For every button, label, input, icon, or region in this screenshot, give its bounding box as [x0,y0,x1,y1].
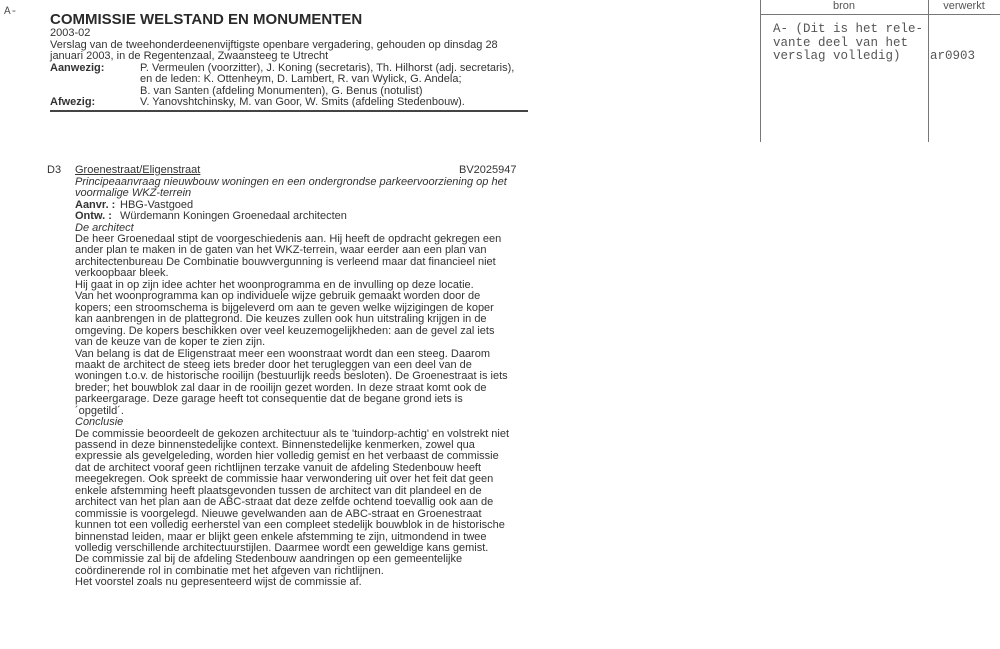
item-subject: voormalige WKZ-terrein [75,187,192,199]
paragraph-line: meegekregen. Ook spreekt de commissie haar verwondering uit over het feit dat geen [75,473,494,486]
paragraph-line: kan aanbrengen in de plattegrond. Die keuzes zullen ook hun uitstraling krijgen in de [75,313,487,326]
table-border [760,0,761,142]
item-location: Groenestraat/Eligenstraat [75,164,201,176]
bron-line: verslag volledig) [773,49,901,63]
paragraph-line: architect van het plan aan de ABC-straat dat deze zelfde ochtend toevallig ook aan de [75,496,494,509]
paragraph-line: expressie als gevelgeleding, worden hier volledig gemist en het verbaast de commissie [75,450,499,463]
item-subject: Principeaanvraag nieuwbouw woningen en een ondergrondse parkeervoorziening op het [75,175,507,188]
paragraph-line: enkele afstemming heeft plaatsgevonden tussen de architect van dit plandeel en de [75,484,482,497]
bron-line: vante deel van het [773,35,909,50]
present-line: en de leden: K. Ottenheym, D. Lambert, R. van Wylick, G. Andela; [140,73,462,85]
paragraph-line: omgeving. De kopers beschikken over veel keuzemogelijkheden: aan de gevel zal iets [75,324,495,337]
verwerkt-value: ar0903 [930,49,976,63]
paragraph-line: ander plan te maken in de gaten van het WKZ-terrein, waar eerder aan een plan van [75,244,487,257]
header-divider [50,110,528,112]
paragraph-line: Van het woonprogramma kan op individuele wijze gebruik gemaakt worden door de [75,290,481,303]
paragraph-line: commissie is voorgelegd. Nieuwe gevelwanden aan de ABC-straat en Groenestraat [75,507,482,520]
paragraph-line: Het voorstel zoals nu gepresenteerd wijst de commissie af. [75,576,362,589]
paragraph-line: woningen t.o.v. de historische rooilijn (bestuurlijk reeds besloten). De Groenestraat is iets [75,370,508,383]
absent-label: Afwezig: [50,96,96,108]
item-number: D3 [47,164,62,176]
intro-line: Verslag van de tweehonderdeenenvijftigste openbare vergadering, gehouden op dinsdag 28 [50,38,498,51]
present-line: B. van Santen (afdeling Monumenten), G. Benus (notulist) [140,84,423,97]
applicant-value: HBG-Vastgoed [120,198,194,211]
table-header-divider [760,14,1000,15]
column-header-verwerkt: verwerkt [943,0,985,12]
paragraph-line: breder; het bouwblok zal daar in de rooilijn gezet worden. In deze straat komt ook de [75,381,487,394]
paragraph-line: De commissie zal bij de afdeling Stedenbouw aandringen op een gemeentelijke [75,553,463,566]
paragraph-line: Van belang is dat de Eligenstraat meer een woonstraat wordt dan een steeg. Daarom [75,347,490,360]
bron-line: A- (Dit is het rele- [773,22,924,36]
paragraph-line: De commissie beoordeelt de gekozen architectuur als te 'tuindorp-achtig' en volstrekt niet [75,427,510,440]
paragraph-line: volledig verschillende architectuurstijlen. Daarmee wordt een geweldige kans gemist. [75,542,489,554]
conclusion-heading: Conclusie [75,416,124,428]
paragraph-line: verkoopbaar bleek. [75,267,169,280]
paragraph-line: van de keuze van de koper te zien zijn. [75,336,266,349]
applicant-label: Aanvr. : [75,198,116,211]
present-line: P. Vermeulen (voorzitter), J. Koning (secretaris), Th. Hilhorst (adj. secretaris), [140,61,515,74]
designer-value: Würdemann Koningen Groenedaal architecten [120,210,347,222]
paragraph-line: parkeergarage. Deze garage heeft tot consequentie dat de begane grond iets is [75,393,463,406]
paragraph-line: maakt de architect de steeg iets breder door het terugleggen van een deel van de [75,358,472,371]
margin-mark: A- [4,6,18,18]
paragraph-line: Hij gaat in op zijn idee achter het woonprogramma en de invulling op deze locatie. [75,278,474,291]
intro-line: januari 2003, in de Regentenzaal, Zwaansteeg te Utrecht [50,50,329,62]
paragraph-line: architectenbureau De Combinatie bouwvergunning is verleend maar dat financieel niet [75,255,496,268]
paragraph-line: kopers; een stroomschema is bijgeleverd om aan te geven welke wijzigingen de koper [75,301,494,314]
absent-line: V. Yanovshtchinsky, M. van Goor, W. Smits (afdeling Stedenbouw). [140,96,465,108]
paragraph-line: dat de architect vooraf geen richtlijnen terzake vanuit de afdeling Stedenbouw heeft [75,461,482,474]
meeting-code: 2003-02 [50,27,91,39]
paragraph-line: binnenstad leiden, maar er blijkt geen enkele afstemming te zijn, uitmondend in twee [75,530,487,543]
paragraph-line: De heer Groenedaal stipt de voorgeschiedenis aan. Hij heeft de opdracht gekregen een [75,233,502,245]
paragraph-line: kunnen tot een volledig eerherstel van een compleet stedelijk bouwblok in de historische [75,519,505,532]
table-border [928,0,929,142]
column-header-bron: bron [832,0,856,12]
designer-label: Ontw. : [75,210,112,222]
paragraph-line: coördinerende rol in combinatie met het afgeven van richtlijnen. [75,564,384,577]
paragraph-line: passend in deze binnenstedelijke context. Binnenstedelijke kenmerken, zowel qua [75,438,475,451]
item-reference: BV2025947 [459,164,517,176]
paragraph-line: ´opgetild´. [75,404,124,417]
present-label: Aanwezig: [50,61,105,74]
document-title: COMMISSIE WELSTAND EN MONUMENTEN [50,11,363,28]
architect-heading: De architect [75,221,134,234]
